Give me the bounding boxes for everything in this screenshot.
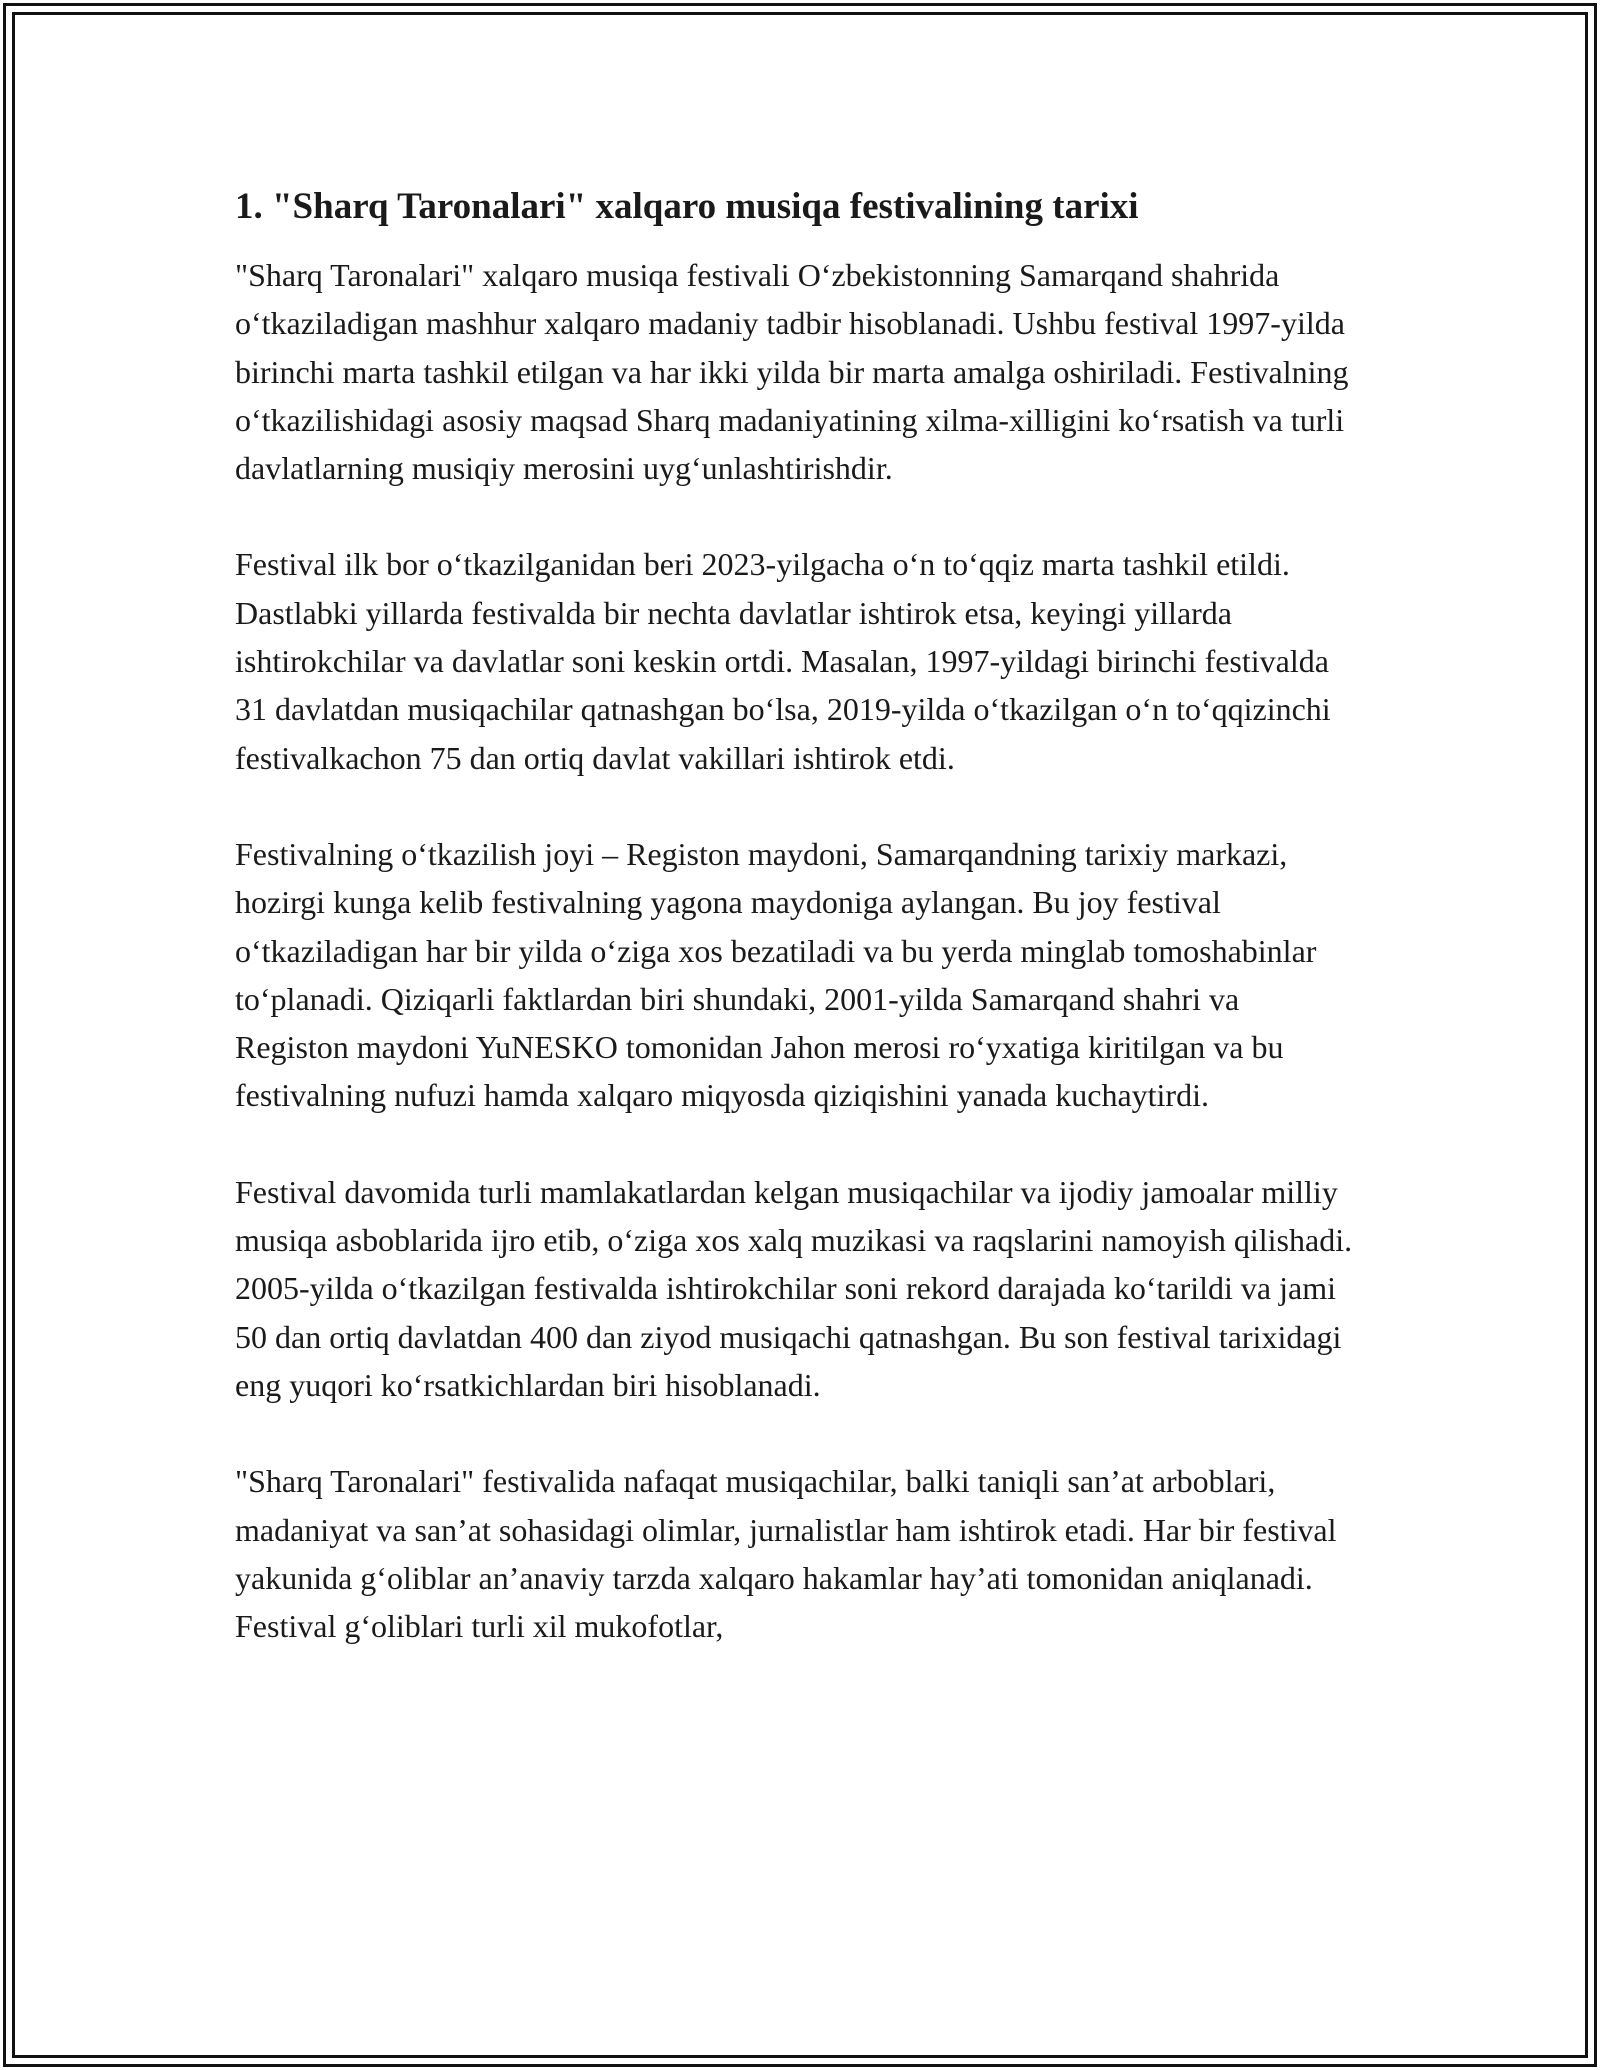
document-body xyxy=(235,183,1355,1650)
paragraph-5: "Sharq Taronalari" festivalida nafaqat musiqachilar, balki taniqli san’at arboblari, madaniyat va san’at sohasidagi olimlar, jurnalistlar ham ishtirok etadi. Har bir festival yakunida g‘oliblar an’anaviy tarzda xalqaro hakamlar hay’ati tomonidan aniqlanadi. Festival g‘oliblari turli xil mukofotlar, xyxy=(235,1463,1337,1645)
paragraph-1: "Sharq Taronalari" xalqaro musiqa festivali O‘zbekistonning Samarqand shahrida o‘tkaziladigan mashhur xalqaro madaniy tadbir hisoblanadi. Ushbu festival 1997-yilda birinchi marta tashkil etilgan va har ikki yilda bir marta amalga oshiriladi. Festivalning o‘tkazilishidagi asosiy maqsad Sharq madaniyatining xilma-xilligini ko‘rsatish va turli davlatlarning musiqiy merosini uyg‘unlashtirishdir. xyxy=(235,257,1349,487)
paragraph-4: Festival davomida turli mamlakatlardan kelgan musiqachilar va ijodiy jamoalar milliy musiqa asboblarida ijro etib, o‘ziga xos xalq muzikasi va raqslarini namoyish qilishadi. 2005-yilda o‘tkazilgan festivalda ishtirokchilar soni rekord darajada ko‘tarildi va jami 50 dan ortiq davlatdan 400 dan ziyod musiqachi qatnashgan. Bu son festival tarixidagi eng yuqori ko‘rsatkichlardan biri hisoblanadi. xyxy=(235,1173,1353,1403)
paragraph-3: Festivalning o‘tkazilish joyi – Registon maydoni, Samarqandning tarixiy markazi, hozirgi kunga kelib festivalning yagona maydoniga aylangan. Bu joy festival o‘tkaziladigan har bir yilda o‘ziga xos bezatiladi va bu yerda minglab tomoshabinlar to‘planadi. Qiziqarli faktlardan biri shundaki, 2001-yilda Samarqand shahri va Registon maydoni YuNESKO tomonidan Jahon merosi ro‘yxatiga kiritilgan va bu festivalning nufuzi hamda xalqaro miqyosda qiziqishini yanada kuchaytirdi. xyxy=(235,835,1317,1114)
page-title: 1. "Sharq Taronalari" xalqaro musiqa festivalining tarixi xyxy=(235,186,1139,227)
paragraph-2: Festival ilk bor o‘tkazilganidan beri 2023-yilgacha o‘n to‘qqiz marta tashkil etildi. Dastlabki yillarda festivalda bir nechta davlatlar ishtirok etsa, keyingi yillarda ishtirokchilar va davlatlar soni keskin ortdi. Masalan, 1997-yildagi birinchi festivalda 31 davlatdan musiqachilar qatnashgan bo‘lsa, 2019-yilda o‘tkazilgan o‘n to‘qqizinchi festivalkachon 75 dan ortiq davlat vakillari ishtirok etdi. xyxy=(235,546,1331,776)
